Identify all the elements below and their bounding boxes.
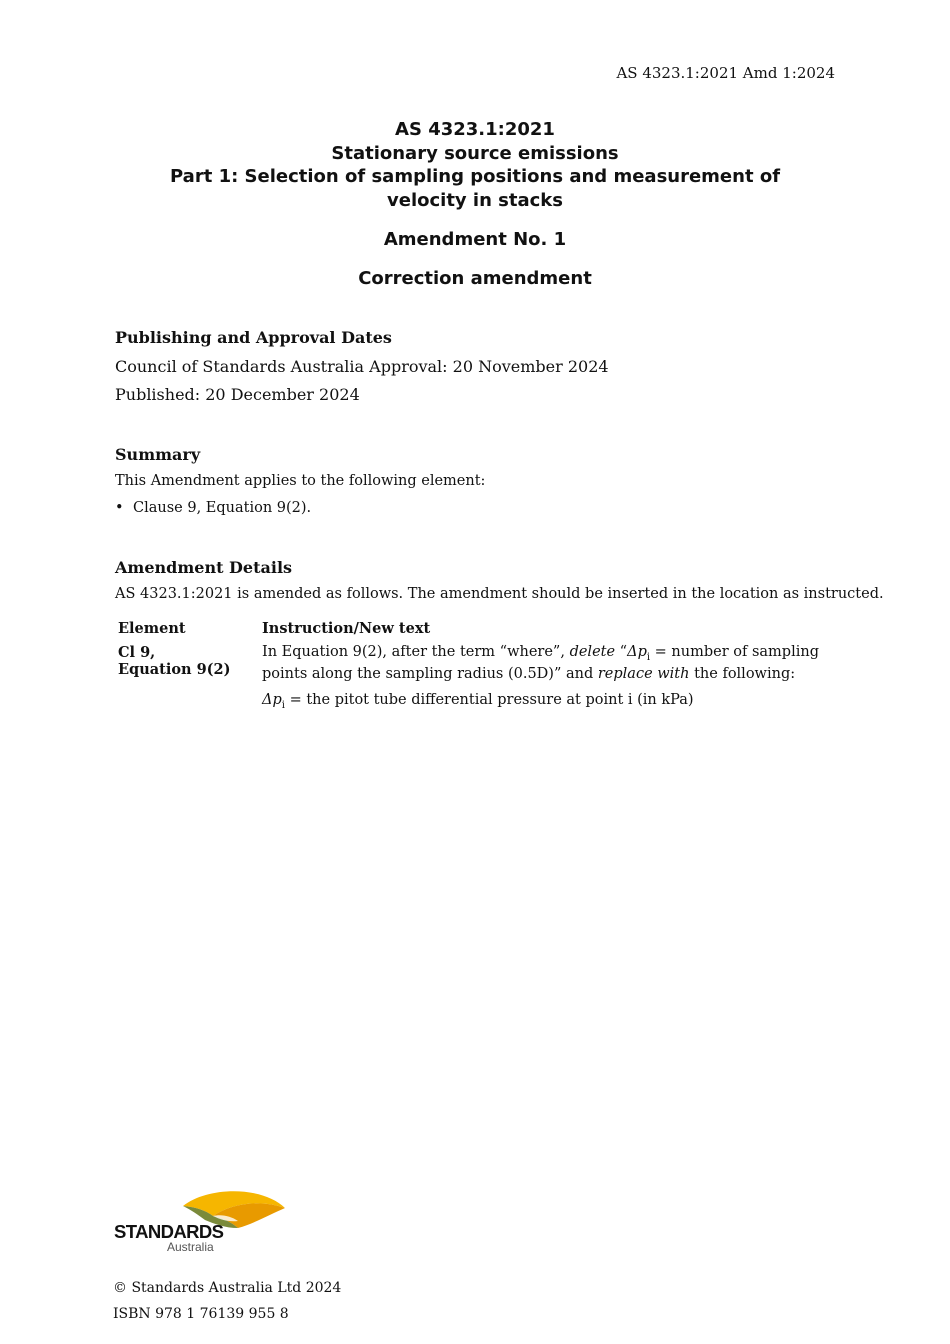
- approval-date: Council of Standards Australia Approval: 20 November 2024: [115, 357, 609, 376]
- element-clause: Cl 9,: [118, 644, 156, 661]
- standard-part-title-cont: velocity in stacks: [387, 189, 563, 211]
- svg-text:STANDARDS: STANDARDS: [114, 1221, 224, 1242]
- new-text: $\Delta p_i$ = the pitot tube differential pressure at point i (in kPa): [262, 691, 694, 711]
- column-header-element: Element: [118, 620, 186, 637]
- summary-item: Clause 9, Equation 9(2).: [133, 500, 312, 516]
- standards-australia-logo: [113, 1188, 293, 1254]
- table-header-row: [118, 620, 834, 644]
- title-block: [115, 118, 835, 290]
- publishing-heading: Publishing and Approval Dates: [115, 328, 392, 347]
- isbn: ISBN 978 1 76139 955 8: [113, 1306, 289, 1322]
- bullet-marker: •: [115, 500, 124, 516]
- published-date: Published: 20 December 2024: [115, 385, 360, 404]
- table-row: [118, 644, 834, 714]
- element-cell: [118, 644, 262, 714]
- standard-title: Stationary source emissions: [331, 142, 619, 164]
- svg-text:Australia: Australia: [167, 1240, 214, 1254]
- document-reference: AS 4323.1:2021 Amd 1:2024: [616, 64, 835, 82]
- summary-heading: Summary: [115, 445, 201, 464]
- standard-part-title: Part 1: Selection of sampling positions and measurement of: [169, 166, 781, 187]
- summary-intro: This Amendment applies to the following element:: [115, 473, 486, 489]
- amendment-number: Amendment No. 1: [383, 229, 567, 250]
- amendment-table: [118, 620, 834, 714]
- details-heading: Amendment Details: [115, 558, 293, 577]
- element-equation: Equation 9(2): [118, 661, 231, 678]
- instruction-text: In Equation 9(2), after the term “where”, delete “$\Delta p_i$ = number of sampling points along the sampling radius (0.5D)” and replace with the following:: [262, 644, 819, 682]
- instruction-cell: [262, 644, 834, 714]
- column-header-instruction: Instruction/New text: [262, 620, 431, 637]
- standard-number: AS 4323.1:2021: [395, 119, 555, 140]
- copyright: © Standards Australia Ltd 2024: [113, 1280, 342, 1296]
- logo-swoosh-icon: [113, 1188, 293, 1254]
- amendment-type: Correction amendment: [358, 268, 592, 289]
- details-intro: AS 4323.1:2021 is amended as follows. The amendment should be inserted in the location as instructed.: [115, 586, 884, 602]
